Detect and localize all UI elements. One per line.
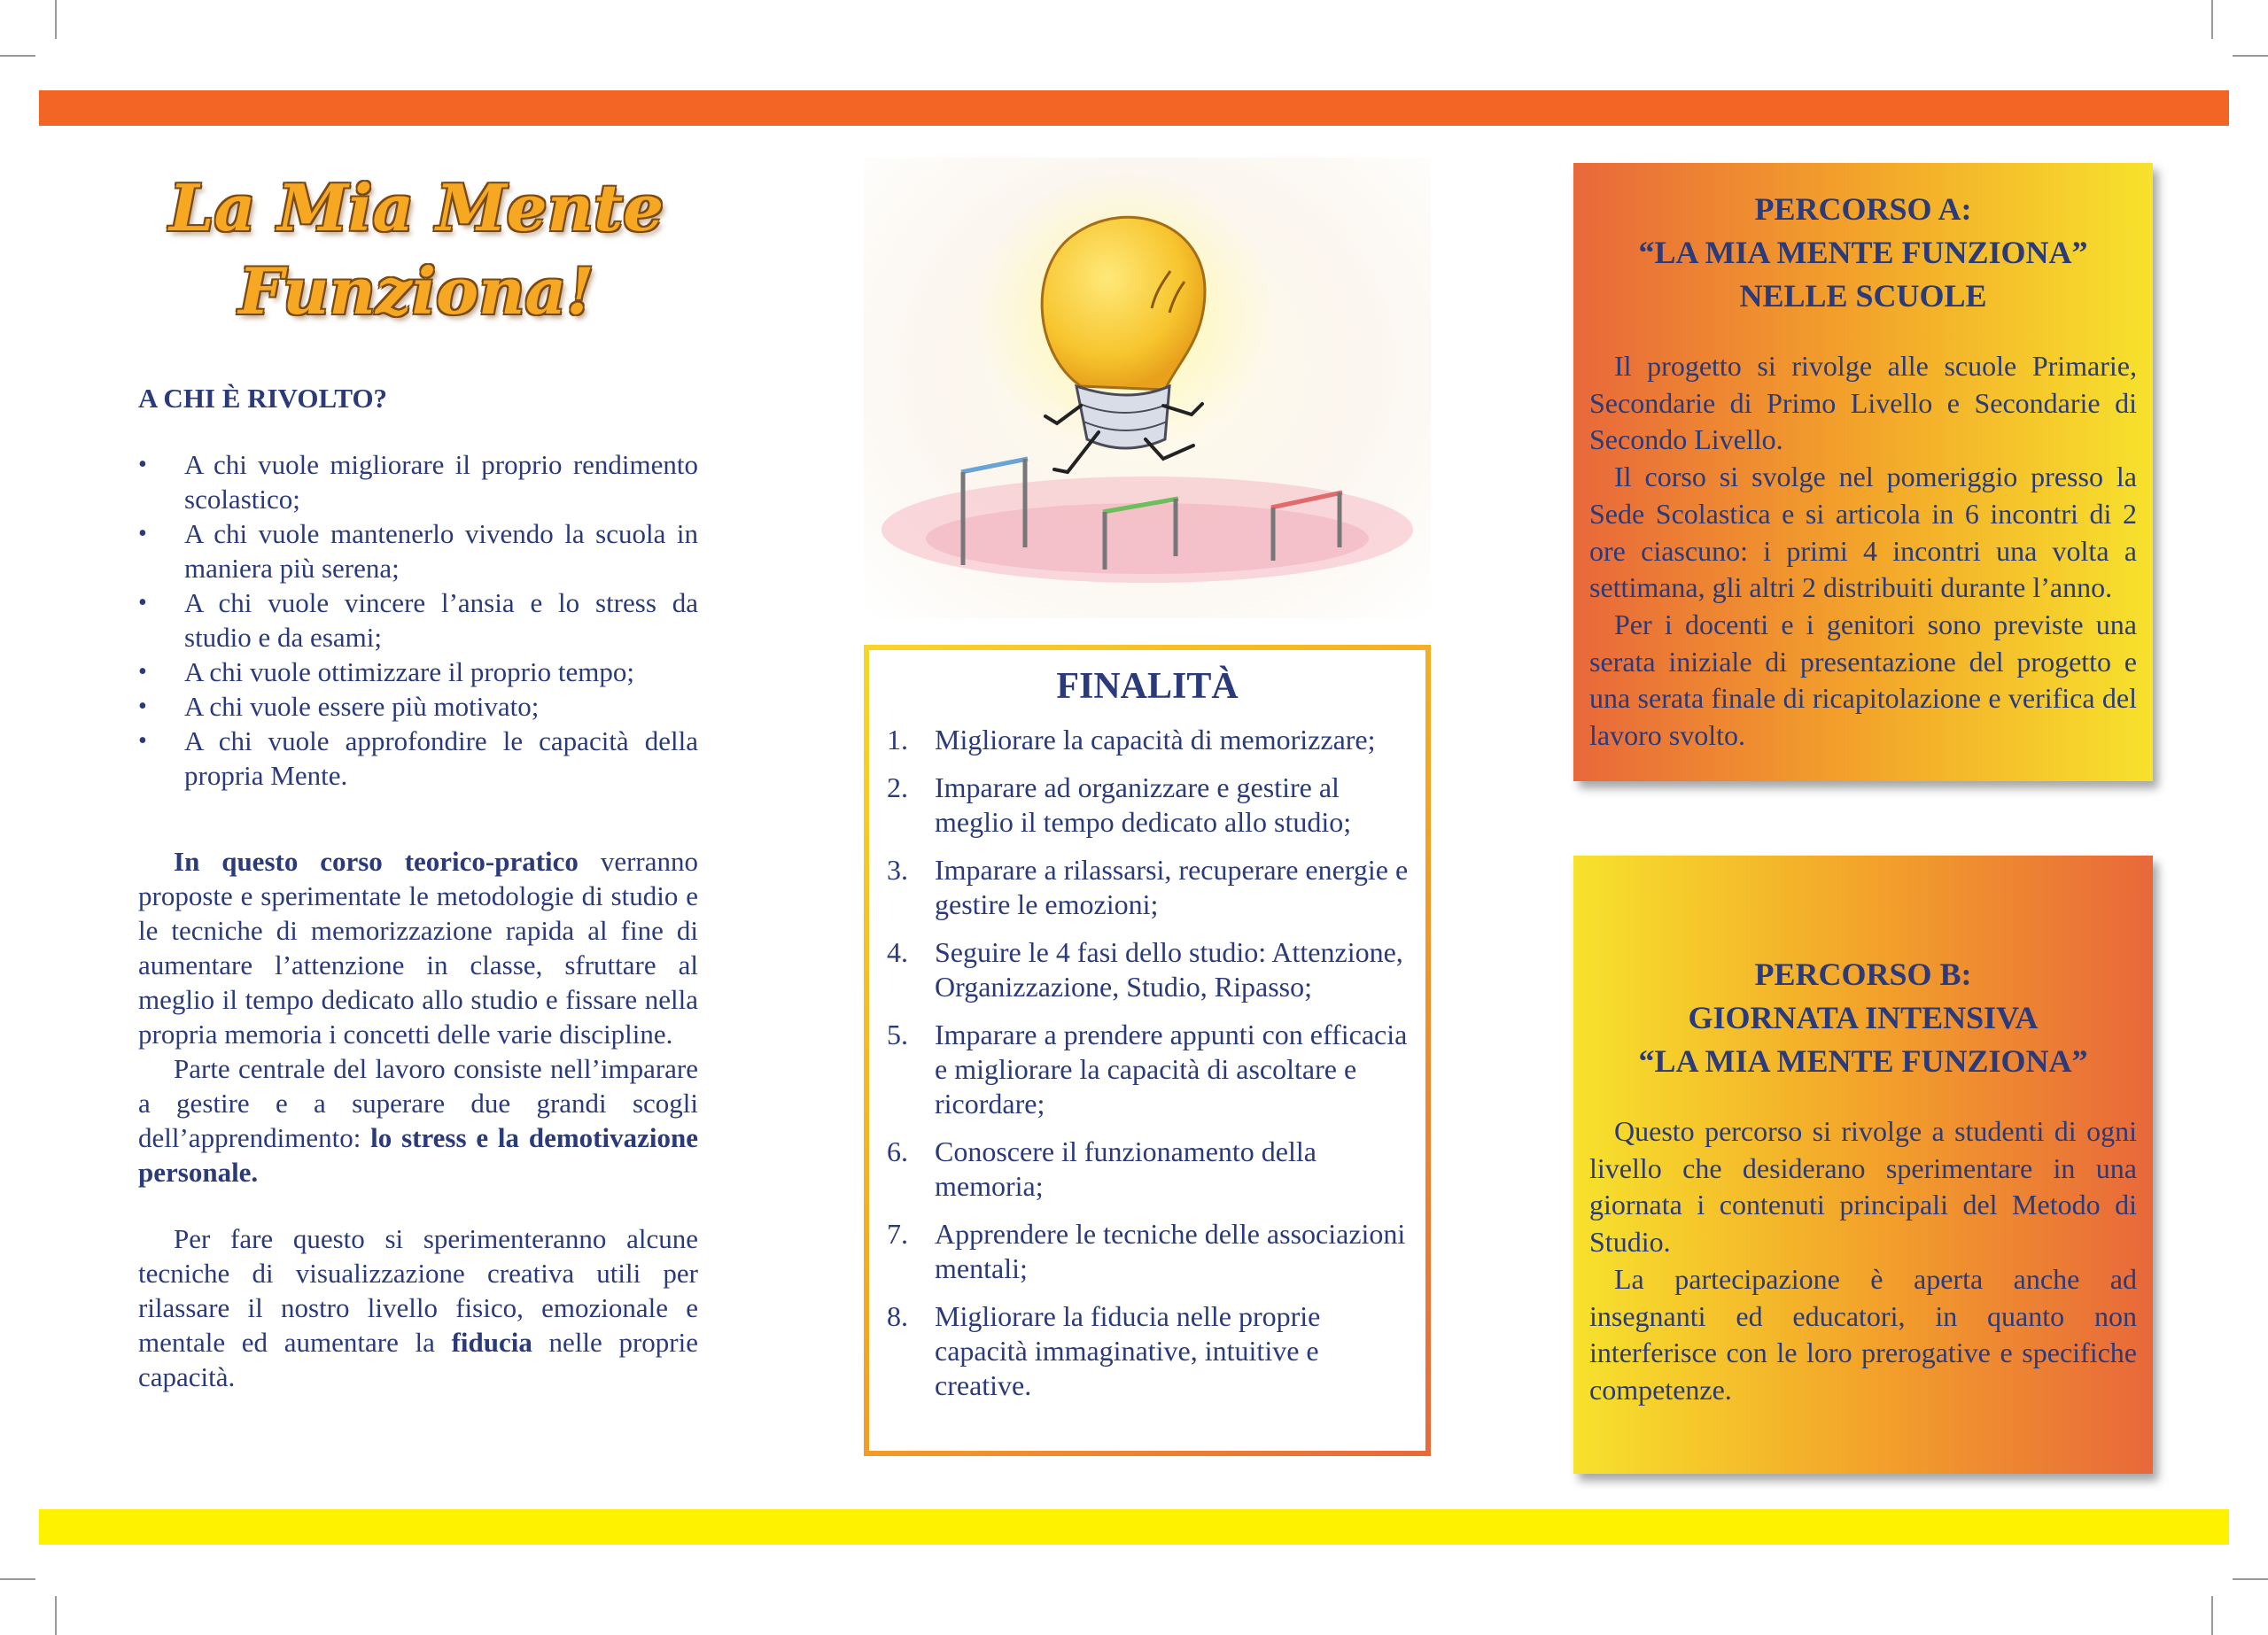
list-item: • A chi vuole mantenerlo vivendo la scuola in maniera più serena;	[138, 516, 698, 585]
course-text: verranno proposte e sperimentate le metodologie di studio e le tecniche di memorizzazione rapida al fine di aumentare l’attenzione in classe, sfruttare al meglio il tempo dedicato allo studio e fissare nella propria memoria i concetti delle varie discipline.	[138, 846, 698, 1050]
item-text: Imparare ad organizzare e gestire al meglio il tempo dedicato allo studio;	[935, 771, 1352, 838]
item-text: Migliorare la capacità di memorizzare;	[935, 724, 1376, 756]
item-text: Migliorare la fiducia nelle proprie capacità immaginative, intuitive e creative.	[935, 1300, 1321, 1401]
item-number: 4.	[887, 936, 908, 968]
percorso-b-paragraph	[1589, 1261, 2137, 1409]
course-text: nelle proprie capacità.	[138, 1327, 699, 1392]
item-text: Apprendere le tecniche delle associazioni mentali;	[935, 1218, 1406, 1284]
heading-line: GIORNATA INTENSIVA	[1688, 1000, 2039, 1035]
running-lightbulb-icon	[864, 158, 1431, 618]
percorso-a-paragraph	[1589, 459, 2137, 607]
paragraph-text: Il progetto si rivolge alle scuole Primarie, Secondarie di Primo Livello e Secondarie di Secondo Livello.	[1589, 350, 2137, 456]
course-paragraph-1	[138, 844, 698, 1051]
finalita-title: FINALITÀ	[1056, 666, 1239, 707]
item-text: Seguire le 4 fasi dello studio: Attenzione, Organizzazione, Studio, Ripasso;	[935, 936, 1403, 1003]
heading-line: PERCORSO B:	[1754, 957, 1972, 992]
paragraph-text: La partecipazione è aperta anche ad insegnanti ed educatori, in quanto non interferisce con le loro prerogative e specifiche competenze.	[1589, 1262, 2137, 1406]
heading-line: PERCORSO A:	[1754, 191, 1972, 227]
course-bold: In questo corso teorico-pratico	[174, 846, 579, 877]
item-text: Imparare a prendere appunti con efficacia e migliorare la capacità di ascoltare e ricordare;	[935, 1019, 1408, 1120]
item-number: 3.	[887, 854, 908, 886]
percorso-a-paragraph	[1589, 607, 2137, 755]
item-text: Imparare a rilassarsi, recuperare energie e gestire le emozioni;	[935, 854, 1409, 920]
bottom-yellow-band	[39, 1509, 2229, 1545]
list-item	[885, 1018, 1410, 1121]
list-item	[885, 1217, 1410, 1286]
course-text: Per fare questo si sperimenteranno alcune tecniche di visualizzazione creativa utili per rilassare il nostro livello fisico, emozionale e mentale ed aumentare la	[138, 1223, 698, 1358]
item-number: 5.	[887, 1019, 908, 1050]
percorso-a-heading	[1589, 163, 2137, 318]
heading-line: NELLE SCUOLE	[1739, 278, 1987, 314]
finalita-inner	[869, 650, 1425, 1451]
item-number: 8.	[887, 1300, 908, 1332]
crop-mark	[0, 1578, 35, 1580]
course-paragraph-2	[138, 1051, 698, 1189]
brochure-title	[133, 167, 700, 333]
list-item	[885, 853, 1410, 922]
paragraph-text: Per i docenti e i genitori sono previste una serata iniziale di presentazione del progetto e una serata finale di ricapitolazione e verifica del lavoro svolto.	[1589, 608, 2137, 752]
item-number: 1.	[887, 724, 908, 756]
item-text: Conoscere il funzionamento della memoria;	[935, 1135, 1317, 1202]
list-item: • A chi vuole essere più motivato;	[138, 689, 698, 724]
percorso-b-box	[1573, 856, 2153, 1474]
crop-mark	[2211, 0, 2213, 39]
percorso-a-paragraph	[1589, 348, 2137, 459]
list-item	[885, 1299, 1410, 1403]
item-number: 7.	[887, 1218, 908, 1250]
course-bold: lo stress e la demotivazione personale.	[138, 1122, 698, 1188]
list-item: • A chi vuole vincere l’ansia e lo stress da studio e da esami;	[138, 585, 698, 655]
list-item	[885, 935, 1410, 1004]
list-item	[885, 771, 1410, 840]
list-item: • A chi vuole ottimizzare il proprio tempo;	[138, 655, 698, 689]
percorso-b-heading	[1589, 856, 2137, 1083]
course-text: Parte centrale del lavoro consiste nell’imparare a gestire e a superare due grandi scogli dell’apprendimento:	[138, 1053, 698, 1153]
crop-mark	[0, 55, 35, 57]
paragraph-text: Questo percorso si rivolge a studenti di ogni livello che desiderano sperimentare in una giornata i contenuti principali del Metodo di Studio.	[1589, 1115, 2137, 1259]
heading-line: “LA MIA MENTE FUNZIONA”	[1638, 235, 2088, 270]
finalita-list	[885, 723, 1410, 1403]
crop-mark	[55, 0, 57, 39]
crop-mark	[55, 1596, 57, 1635]
audience-list	[138, 447, 698, 793]
crop-mark	[2233, 1578, 2268, 1580]
lightbulb-illustration	[864, 158, 1431, 618]
crop-mark	[2233, 55, 2268, 57]
list-item: • A chi vuole approfondire le capacità della propria Mente.	[138, 724, 698, 793]
top-orange-band	[39, 90, 2229, 126]
list-item: • A chi vuole migliorare il proprio rendimento scolastico;	[138, 447, 698, 516]
title-line-1: La Mia Mente	[168, 170, 664, 245]
heading-line: “LA MIA MENTE FUNZIONA”	[1638, 1043, 2088, 1079]
left-column	[138, 381, 698, 1394]
paragraph-text: Il corso si svolge nel pomeriggio presso la Sede Scolastica e si articola in 6 incontri di 2 ore ciascuno: i primi 4 incontri una volta a settimana, gli altri 2 distribuiti durante l’anno.	[1589, 461, 2137, 604]
item-number: 2.	[887, 771, 908, 803]
item-number: 6.	[887, 1135, 908, 1167]
title-line-2: Funziona!	[238, 253, 594, 329]
course-paragraph-3	[138, 1221, 698, 1394]
course-bold: fiducia	[451, 1327, 532, 1358]
finalita-box	[864, 645, 1431, 1456]
percorso-b-paragraph	[1589, 1113, 2137, 1261]
audience-heading: A CHI È RIVOLTO?	[138, 383, 388, 414]
list-item	[885, 723, 1410, 757]
list-item	[885, 1135, 1410, 1204]
percorso-a-box	[1573, 163, 2153, 781]
crop-mark	[2211, 1596, 2213, 1635]
